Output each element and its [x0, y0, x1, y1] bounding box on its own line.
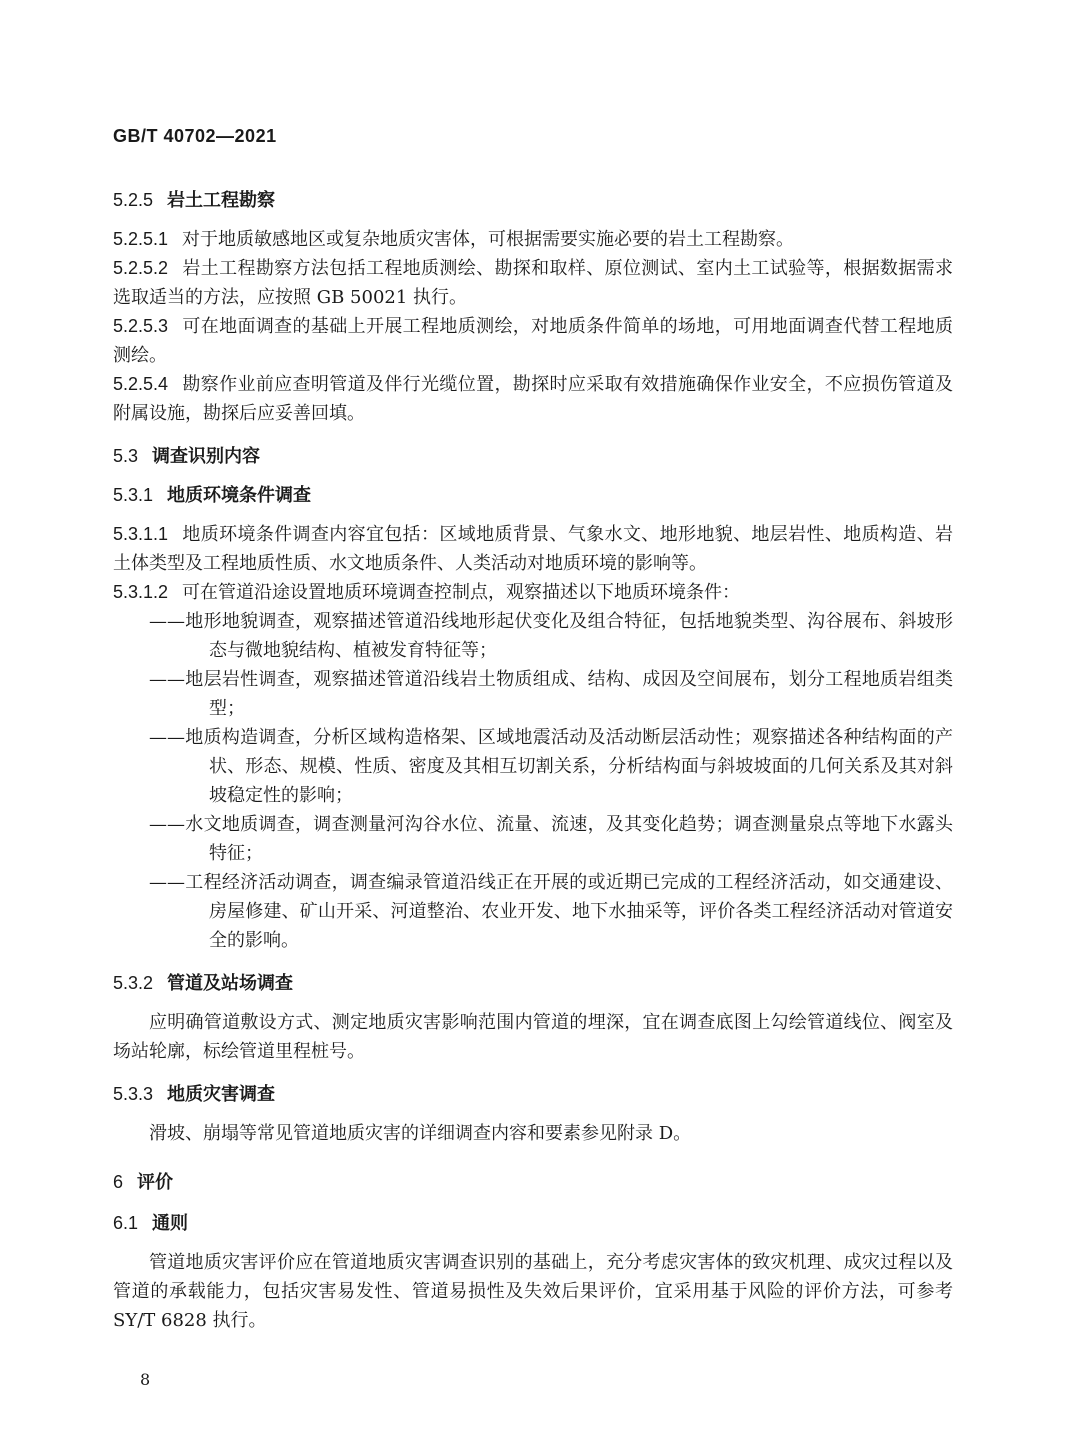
paragraph-6-1: 管道地质灾害评价应在管道地质灾害调查识别的基础上，充分考虑灾害体的致灾机理、成灾过程以及管道的承载能力，包括灾害易发性、管道易损性及失效后果评价，宜采用基于风险的评价方法，可参考 SY/T 6828 执行。 [113, 1252, 953, 1331]
dash-item: ——地层岩性调查，观察描述管道沿线岩土物质组成、结构、成因及空间展布，划分工程地质岩组类型； [149, 669, 953, 719]
standard-code: GB/T 40702—2021 [113, 126, 277, 146]
clause-text: 岩土工程勘察方法包括工程地质测绘、勘探和取样、原位测试、室内土工试验等，根据数据需求选取适当的方法，应按照 GB 50021 执行。 [113, 258, 953, 308]
heading-number: 6.1 [113, 1213, 139, 1233]
clause-5-2-5-3 [113, 312, 953, 370]
heading-title: 地质环境条件调查 [167, 485, 312, 506]
heading-5-3-2 [113, 969, 953, 998]
paragraph-5-3-3: 滑坡、崩塌等常见管道地质灾害的详细调查内容和要素参见附录 D。 [149, 1123, 692, 1144]
heading-title: 评价 [137, 1172, 174, 1193]
heading-title: 通则 [152, 1213, 189, 1234]
document-body [113, 186, 953, 1335]
heading-5-2-5 [113, 186, 953, 215]
clause-number: 5.3.1.1 [113, 524, 169, 544]
heading-title: 岩土工程勘察 [167, 190, 276, 211]
clause-number: 5.2.5.1 [113, 229, 169, 249]
clause-text: 可在地面调查的基础上开展工程地质测绘，对地质条件简单的场地，可用地面调查代替工程地质测绘。 [113, 316, 953, 366]
dash-item: ——地质构造调查，分析区域构造格架、区域地震活动及活动断层活动性；观察描述各种结构面的产状、形态、规模、性质、密度及其相互切割关系，分析结构面与斜坡坡面的几何关系及其对斜坡稳定性的影响； [149, 727, 953, 806]
paragraph-5-3-2: 应明确管道敷设方式、测定地质灾害影响范围内管道的埋深，宜在调查底图上勾绘管道线位、阀室及场站轮廓，标绘管道里程桩号。 [113, 1012, 953, 1062]
clause-5-2-5-1 [113, 225, 953, 254]
page-number: 8 [140, 1370, 151, 1389]
dash-item: ——地形地貌调查，观察描述管道沿线地形起伏变化及组合特征，包括地貌类型、沟谷展布、斜坡形态与微地貌结构、植被发育特征等； [149, 611, 953, 661]
heading-5-3-3 [113, 1080, 953, 1109]
clause-number: 5.2.5.2 [113, 258, 169, 278]
clause-number: 5.3.1.2 [113, 582, 169, 602]
clause-text: 可在管道沿途设置地质环境调查控制点，观察描述以下地质环境条件： [182, 582, 741, 603]
heading-6-1 [113, 1209, 953, 1238]
heading-title: 调查识别内容 [152, 446, 261, 467]
dash-item: ——工程经济活动调查，调查编录管道沿线正在开展的或近期已完成的工程经济活动，如交通建设、房屋修建、矿山开采、河道整治、农业开发、地下水抽采等，评价各类工程经济活动对管道安全的影响。 [149, 872, 953, 951]
heading-number: 5.2.5 [113, 190, 154, 210]
heading-6 [113, 1168, 953, 1197]
clause-number: 5.2.5.4 [113, 374, 169, 394]
clause-number: 5.2.5.3 [113, 316, 169, 336]
clause-text: 对于地质敏感地区或复杂地质灾害体，可根据需要实施必要的岩土工程勘察。 [182, 229, 795, 250]
heading-number: 5.3.2 [113, 973, 154, 993]
heading-number: 5.3 [113, 446, 139, 466]
clause-text: 勘察作业前应查明管道及伴行光缆位置，勘探时应采取有效措施确保作业安全，不应损伤管道及附属设施，勘探后应妥善回填。 [113, 374, 953, 424]
clause-5-3-1-1 [113, 520, 953, 578]
clause-text: 地质环境条件调查内容宜包括：区域地质背景、气象水文、地形地貌、地层岩性、地质构造、岩土体类型及工程地质性质、水文地质条件、人类活动对地质环境的影响等。 [113, 524, 953, 574]
clause-5-3-1-2 [113, 578, 953, 607]
clause-5-2-5-4 [113, 370, 953, 428]
heading-number: 5.3.1 [113, 485, 154, 505]
dash-item: ——水文地质调查，调查测量河沟谷水位、流量、流速，及其变化趋势；调查测量泉点等地下水露头特征； [149, 814, 953, 864]
heading-5-3 [113, 442, 953, 471]
heading-number: 6 [113, 1172, 124, 1192]
heading-number: 5.3.3 [113, 1084, 154, 1104]
heading-5-3-1 [113, 481, 953, 510]
heading-title: 地质灾害调查 [167, 1084, 276, 1105]
clause-5-2-5-2 [113, 254, 953, 312]
heading-title: 管道及站场调查 [167, 973, 294, 994]
